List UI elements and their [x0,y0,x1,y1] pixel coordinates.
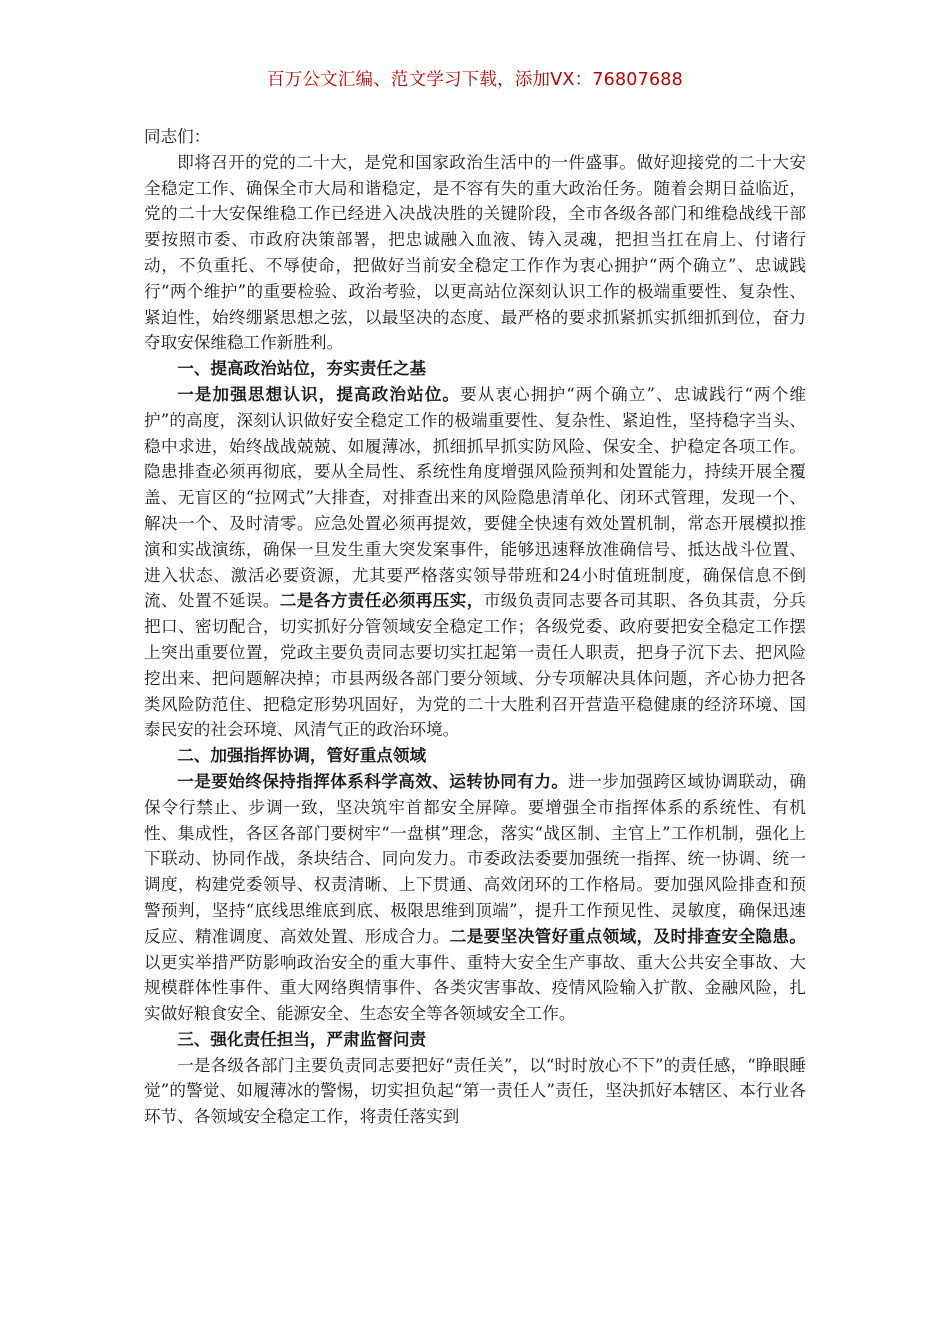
section-2-paragraph [144,769,806,1027]
intro-paragraph: 即将召开的党的二十大，是党和国家政治生活中的一件盛事。做好迎接党的二十大安全稳定工作、确保全市大局和谐稳定，是不容有失的重大政治任务。随着会期日益临近，党的二十大安保维稳工作已经进入决战决胜的关键阶段，全市各级各部门和维稳战线干部要按照市委、市政府决策部署，把忠诚融入血液、铸入灵魂，把担当扛在肩上、付诸行动，不负重托、不辱使命，把做好当前安全稳定工作作为衷心拥护“两个确立”、忠诚践行“两个维护”的重要检验、政治考验，以更高站位深刻认识工作的极端重要性、复杂性、紧迫性，始终绷紧思想之弦，以最坚决的态度、最严格的要求抓紧抓实抓细抓到位，奋力夺取安保维稳工作新胜利。 [144,152,806,353]
section-1-lead-1: 一是加强思想认识，提高政治站位。 [177,383,461,404]
salutation: 同志们： [144,127,211,146]
section-1-text-1: 要从衷心拥护“两个确立”、忠诚践行“两个维护”的高度，深刻认识做好安全稳定工作的极端重要性、复杂性、紧迫性，坚持稳字当头、稳中求进，始终战战兢兢、如履薄冰，抓细抓早抓实防风险、保安全、护稳定各项工作。隐患排查必须再彻底，要从全局性、系统性角度增强风险预判和处置能力，持续开展全覆盖、无盲区的“拉网式”大排查，对排查出来的风险隐患清单化、闭环式管理，发现一个、解决一个、及时清零。应急处置必须再提效，要健全快速有效处置机制，常态开展模拟推演和实战演练，确保一旦发生重大突发案事件，能够迅速释放准确信号、抵达战斗位置、进入状态、激活必要资源，尤其要严格落实领导带班和24小时值班制度，确保信息不倒流、处置不延误。 [144,384,807,611]
section-2-lead-2: 二是要坚决管好重点领域，及时排查安全隐患。 [449,925,806,946]
section-3-paragraph: 一是各级各部门主要负责同志要把好“责任关”，以“时时放心不下”的责任感，“睁眼睡觉”的警觉、如履薄冰的警惕，切实担负起“第一责任人”责任，坚决抓好本辖区、本行业各环节、各领域安全稳定工作，将责任落实到 [144,1055,806,1127]
header-banner: 百万公文汇编、范文学习下载，添加VX：76807688 [267,70,683,90]
section-3-heading: 三、强化责任担当，严肃监督问责 [177,1028,427,1049]
section-2-text-2: 以更实举措严防影响政治安全的重大事件、重特大安全生产事故、重大公共安全事故、大规模群体性事件、重大网络舆情事件、各类灾害事故、疫情风险输入扩散、金融风险，扎实做好粮食安全、能源安全、生态安全等各领域安全工作。 [144,952,806,1024]
section-1-heading: 一、提高政治站位，夯实责任之基 [177,358,427,379]
section-1-text-2: 市级负责同志要各司其职、各负其责，分兵把口、密切配合，切实抓好分管领域安全稳定工作；各级党委、政府要把安全稳定工作摆上突出重要位置，党政主要负责同志要切实扛起第一责任人职责，把身子沉下去、把风险挖出来、把问题解决掉；市县两级各部门要分领域、分专项解决具体问题，齐心协力把各类风险防范住、把稳定形势巩固好，为党的二十大胜利召开营造平稳健康的经济环境、国泰民安的社会环境、风清气正的政治环境。 [144,591,806,740]
section-1-lead-2: 二是各方责任必须再压实， [279,590,484,611]
section-2-heading: 二、加强指挥协调，管好重点领域 [177,745,427,766]
document-body [144,124,806,1130]
section-1-paragraph [144,382,806,743]
section-2-text-1: 进一步加强跨区域协调联动，确保令行禁止、步调一致，坚决筑牢首都安全屏障。要增强全市指挥体系的系统性、有机性、集成性，各区各部门要树牢“一盘棋”理念，落实“战区制、主官上”工作机制，强化上下联动、协同作战，条块结合、同向发力。市委政法委要加强统一指挥、统一协调、统一调度，构建党委领导、权责清晰、上下贯通、高效闭环的工作格局。要加强风险排查和预警预判，坚持“底线思维底到底、极限思维到顶端”，提升工作预见性、灵敏度，确保迅速反应、精准调度、高效处置、形成合力。 [144,771,807,946]
section-2-lead-1: 一是要始终保持指挥体系科学高效、运转协同有力。 [177,770,569,791]
